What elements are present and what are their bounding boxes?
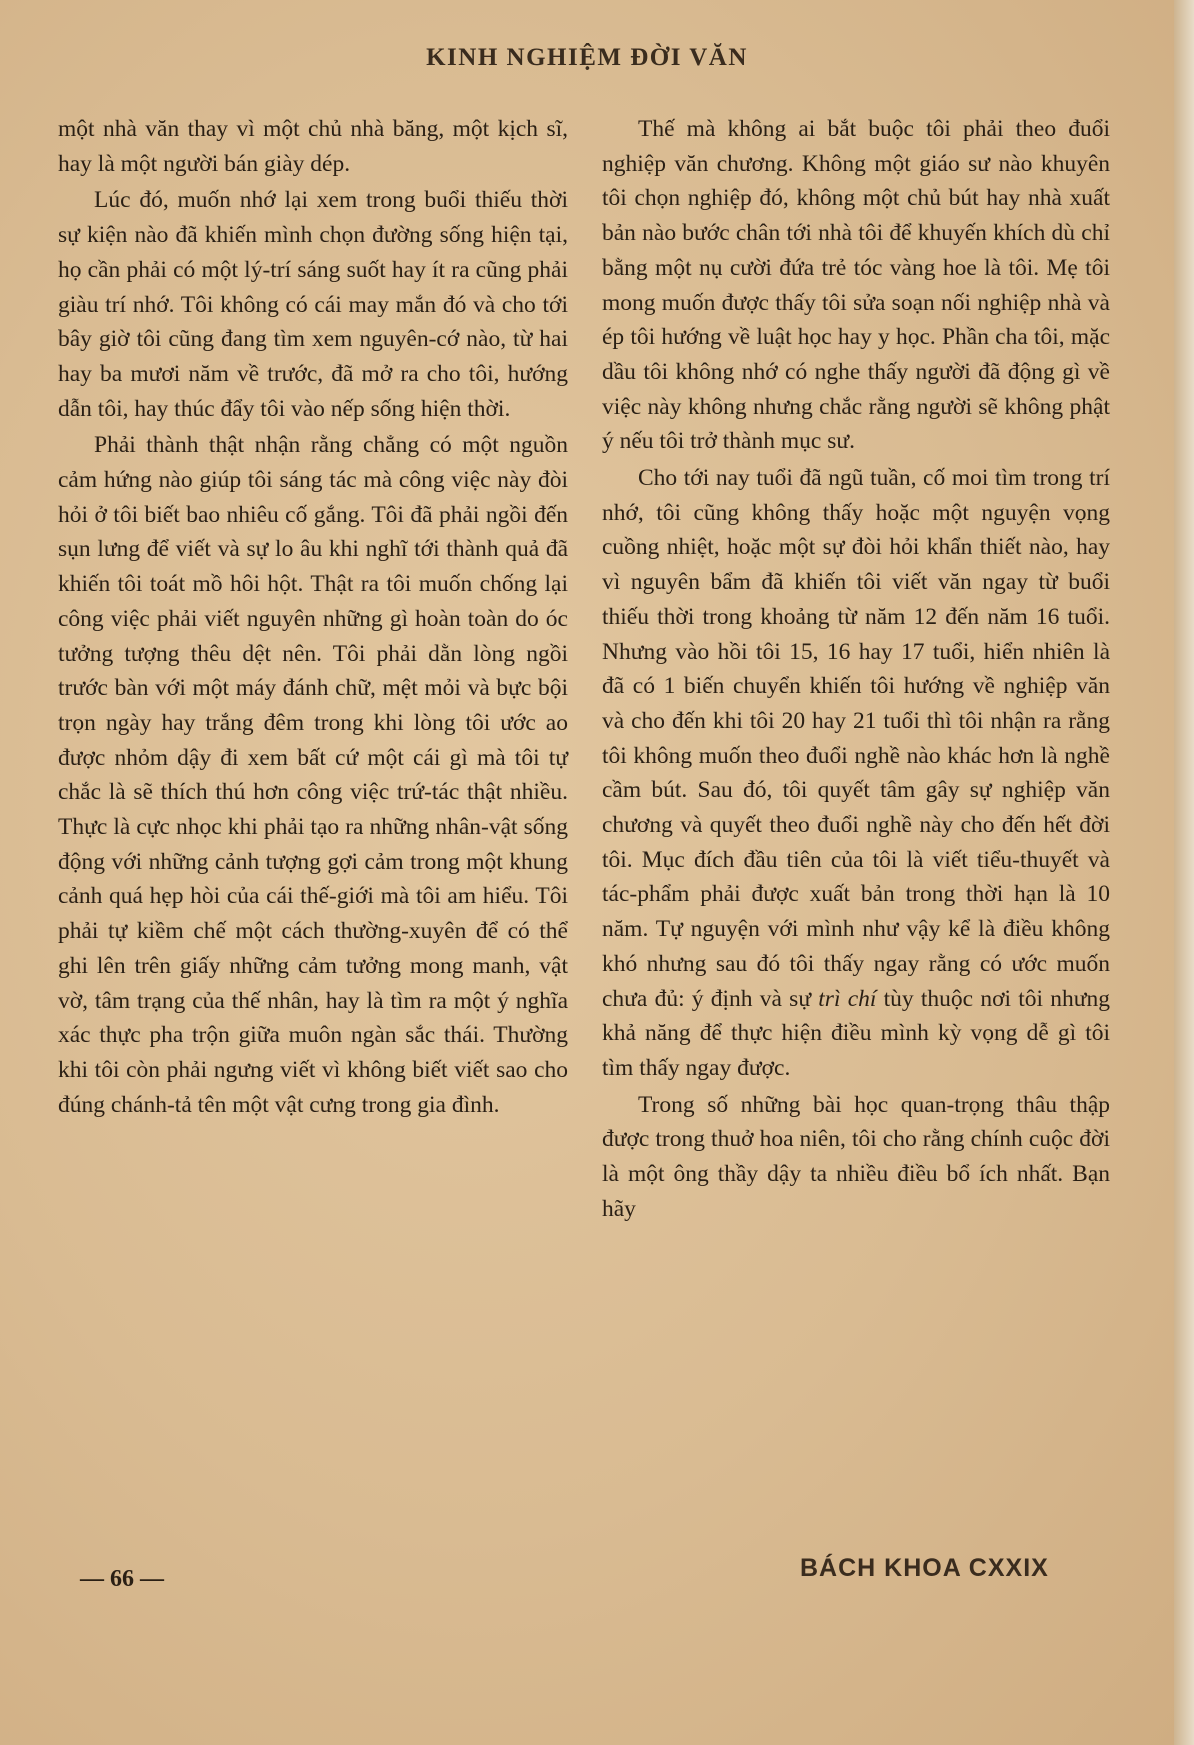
paragraph: Lúc đó, muốn nhớ lại xem trong buổi thiếu thời sự kiện nào đã khiến mình chọn đường sống hiện tại, họ cần phải có một lý-trí sáng suốt hay ít ra cũng phải giàu trí nhớ. Tôi không có cái may mắn đó và cho tới bây giờ tôi cũng đang tìm xem nguyên-cớ nào, từ hai hay ba mươi năm về trước, đã mở ra cho tôi, hướng dẫn tôi, hay thúc đẩy tôi vào nếp sống hiện thời. [58,187,568,422]
paragraph-text: tùy thuộc nơi tôi nhưng khả năng để thực hiện điều mình kỳ vọng dễ gì tôi tìm thấy ngay được. [602,985,1110,1081]
paragraph [602,461,1110,1086]
right-column [602,112,1110,1227]
left-column [58,112,568,1122]
page-edge [1174,0,1194,1745]
emphasized-text: trì chí [818,985,877,1012]
page-number: — 66 — [80,1566,164,1592]
paragraph-text: Cho tới nay tuổi đã ngũ tuần, cố moi tìm trong trí nhớ, tôi cũng không thấy hoặc một nguyện vọng cuồng nhiệt, hoặc một sự đòi hỏi khẩn thiết nào, hay vì nguyên bẩm đã khiến tôi viết văn ngay từ buổi thiếu thời trong khoảng từ năm 12 đến năm 16 tuổi. Nhưng vào hồi tôi 15, 16 hay 17 tuổi, hiển nhiên là đã có 1 biến chuyển khiến tôi hướng về nghiệp văn và cho đến khi tôi 20 hay 21 tuổi thì tôi nhận ra rằng tôi không muốn theo đuổi nghề nào khác hơn là nghề cầm bút. Sau đó, tôi quyết tâm gây sự nghiệp văn chương và quyết theo đuổi nghề này cho đến hết đời tôi. Mục đích đầu tiên của tôi là viết tiểu-thuyết và tác-phẩm phải được xuất bản trong thời hạn là 10 năm. Tự nguyện với mình như vậy kể là điều không khó nhưng sau đó tôi thấy ngay rằng có ước muốn chưa đủ: ý định và sự [602,465,1110,1012]
paragraph: Trong số những bài học quan-trọng thâu thập được trong thuở hoa niên, tôi cho rằng chính cuộc đời là một ông thầy dậy ta nhiều điều bổ ích nhất. Bạn hãy [602,1091,1110,1222]
publication-name: BÁCH KHOA CXXIX [800,1554,1049,1582]
paragraph: Thế mà không ai bắt buộc tôi phải theo đuổi nghiệp văn chương. Không một giáo sư nào khuyên tôi chọn nghiệp đó, không một chủ bút hay nhà xuất bản nào bước chân tới nhà tôi để khuyến khích dù chỉ bằng một nụ cười đứa trẻ tóc vàng hoe là tôi. Mẹ tôi mong muốn được thấy tôi sửa soạn nối nghiệp nhà và ép tôi hướng về luật học hay y học. Phần cha tôi, mặc dầu tôi không nhớ có nghe thấy người đã động gì về việc này không nhưng chắc rằng người sẽ không phật ý nếu tôi trở thành mục sư. [602,116,1110,455]
paragraph: Phải thành thật nhận rằng chẳng có một nguồn cảm hứng nào giúp tôi sáng tác mà công việc này đòi hỏi ở tôi biết bao nhiêu cố gắng. Tôi đã phải ngồi đến sụn lưng để viết và sự lo âu khi nghĩ tới thành quả đã khiến tôi toát mồ hôi hột. Thật ra tôi muốn chống lại công việc phải viết nguyên những gì hoàn toàn do óc tưởng tượng thêu dệt nên. Tôi phải dằn lòng ngồi trước bàn với một máy đánh chữ, mệt mỏi và bực bội trọn ngày hay trắng đêm trong khi lòng tôi ước ao được nhỏm dậy đi xem bất cứ một cái gì mà tôi tự chắc là sẽ thích thú hơn công việc trứ-tác thật nhiều. Thực là cực nhọc khi phải tạo ra những nhân-vật sống động với những cảnh tượng gợi cảm trong một khung cảnh quá hẹp hòi của cái thế-giới mà tôi am hiểu. Tôi phải tự kiềm chế một cách thường-xuyên để có thể ghi lên trên giấy những cảm tưởng mong manh, vật vờ, tâm trạng của thế nhân, hay là tìm ra một ý nghĩa xác thực pha trộn giữa muôn ngàn sắc thái. Thường khi tôi còn phải ngưng viết vì không biết viết sao cho đúng chánh-tả tên một vật cưng trong gia đình. [58,432,568,1118]
running-header: KINH NGHIỆM ĐỜI VĂN [426,44,748,71]
paragraph: một nhà văn thay vì một chủ nhà băng, một kịch sĩ, hay là một người bán giày dép. [58,116,568,177]
